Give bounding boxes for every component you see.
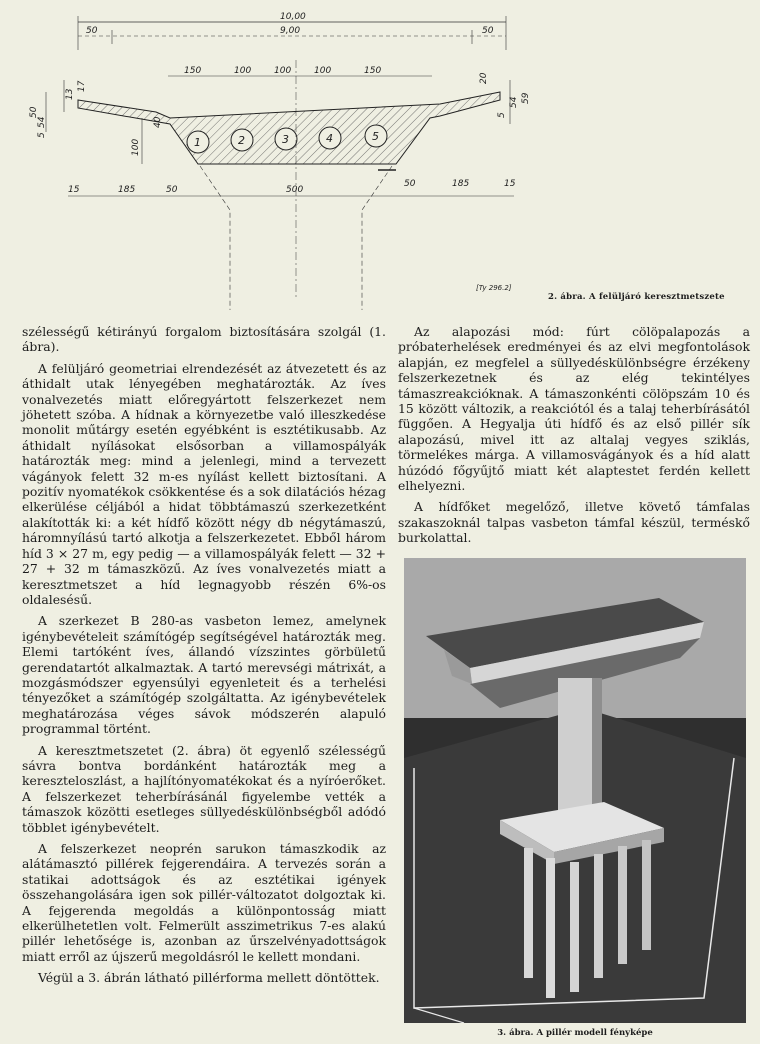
dim-left-h2: 17 xyxy=(77,80,87,92)
dim-bottom-185-right: 185 xyxy=(452,179,470,189)
figure-2-caption: 2. ábra. A felüljáró keresztmetszete xyxy=(548,292,725,302)
dim-right-depth-c: 59 xyxy=(521,92,531,104)
cell-5: 5 xyxy=(372,130,379,143)
paragraph: szélességű kétirányú forgalom biztosítására szolgál (1. ábra). xyxy=(22,324,386,355)
dim-seg-c: 100 xyxy=(274,66,292,76)
dim-right-depth-a: 5 xyxy=(497,112,507,118)
dim-left-depth-c: 5 xyxy=(37,132,47,138)
dim-seg-b: 100 xyxy=(234,66,252,76)
cell-2: 2 xyxy=(238,134,245,147)
dim-left-depth-a: 50 xyxy=(29,106,39,118)
drawing-stamp: [Ty 296.2] xyxy=(476,284,512,292)
cross-section-drawing xyxy=(0,0,760,320)
dim-bottom-15-left: 15 xyxy=(68,185,80,195)
dim-total-width: 10,00 xyxy=(280,12,306,22)
dim-bottom-185-left: 185 xyxy=(118,185,136,195)
paragraph: Végül a 3. ábrán látható pillérforma mellett döntöttek. xyxy=(38,970,380,986)
dim-bottom-50-right: 50 xyxy=(404,179,416,189)
pier-model-photo xyxy=(404,558,746,1023)
dim-seg-a: 150 xyxy=(184,66,202,76)
dim-bottom-50-left: 50 xyxy=(166,185,178,195)
dim-left-edge: 50 xyxy=(86,26,98,36)
dim-left-h1: 13 xyxy=(65,88,75,100)
figure-3-caption: 3. ábra. A pillér modell fényképe xyxy=(497,1028,653,1038)
paragraph: A szerkezet B 280-as vasbeton lemez, amelynek igénybevételeit számítógép segítségével határozták meg. Elemi tartóként íves, állandó vízszintes görbületű gerendatartót alkalmaztak. A tartó merevségi mátrixát, a mozgásmódszer egyensúlyi egyenleteit és a terhelési tényezőket a számítógép szolgáltatta. Az igénybevételek meghatározása véges sávok módszerén alapuló programmal történt. xyxy=(22,613,386,737)
right-text-column xyxy=(398,324,750,552)
cell-4: 4 xyxy=(326,132,333,145)
dim-left-depth-b: 54 xyxy=(37,116,47,128)
dim-bottom-15-right: 15 xyxy=(504,179,516,189)
dim-right-depth-b: 54 xyxy=(509,96,519,108)
cell-1: 1 xyxy=(194,136,201,149)
paragraph: A hídfőket megelőző, illetve követő támfalas szakaszoknál talpas vasbeton támfal készül, terméskő burkolattal. xyxy=(398,499,750,546)
dim-right-h: 20 xyxy=(479,72,489,84)
dim-seg-e: 150 xyxy=(364,66,382,76)
dim-bottom-500: 500 xyxy=(286,185,304,195)
dim-deck-width: 9,00 xyxy=(280,26,301,36)
dim-right-edge: 50 xyxy=(482,26,494,36)
left-text-column xyxy=(22,324,386,992)
dim-seg-d: 100 xyxy=(314,66,332,76)
pier-model-illustration xyxy=(404,558,746,1023)
cell-3: 3 xyxy=(282,133,289,146)
paragraph: Az alapozási mód: fúrt cölöpalapozás a próbaterhelések eredményei és az elvi megfontolások alapján, ez megfelel a süllyedéskülönbségre érzékeny felszerkezetnek és az elég tekintélyes támaszreakcióknak. A támaszonkénti cölöpszám 10 és 15 között változik, a reakciótól és a talaj teherbírásától függően. A Hegyalja úti hídfő és az első pillér sík alapozású, mivel itt az altalaj vegyes sziklás, törmelékes márga. A villamosvágányok és a híd alatt húzódó főgyűjtő miatt két alaptestet ferdén kellett elhelyezni. xyxy=(398,324,750,494)
paragraph: A keresztmetszetet (2. ábra) öt egyenlő szélességű sávra bontva bordánként határozták meg a kereszteloszlást, a hajlítónyomatékokat és a nyíróerőket. A felszerkezet teherbírásánál figyelembe vették a támaszok közötti esetleges süllyedéskülönbségből adódó többlet igénybevételt. xyxy=(22,742,386,835)
paragraph: A felüljáró geometriai elrendezését az átvezetett és az áthidalt utak lényegében meghatározták. Az íves vonalvezetés miatt előregyártott felszerkezet nem jöhetett szóba. A hídnak a környezetbe való illeszkedése monolit műtárgy esetén egyébként is esztétikusabb. Az áthidalt nyílásokat elsősorban a villamospályák határozták meg: mind a jelenlegi, mind a tervezett vágányok felett 32 m-es nyílást kellett biztosítani. A pozitív nyomatékok csökkentése és a sok dilatációs hézag elkerülése céljából a hidat többtámaszú szerkezetként alakították ki: a két hídfő között négy db négytámaszú, háromnyílású tartó alkotja a felszerkezetet. Ebből három híd 3 × 27 m, egy pedig — a villamospályák felett — 32 + 27 + 32 m támaszközű. Az íves vonalvezetés miatt a keresztmetszet a híd legnagyobb részén 6%-os oldalesésű. xyxy=(22,360,386,607)
dim-web: 40 xyxy=(153,116,163,128)
paragraph: A felszerkezet neoprén sarukon támaszkodik az alátámasztó pillérek fejgerendáira. A tervezés során a statikai adottságok és az esztétikai igények összehangolására igen sok pillér-változatot dolgoztak ki. A fejgerenda megoldás a különpontosság miatt elkerülhetetlen volt. Felmerült asszimetrikus 7-es alakú pillér lehetősége is, azonban az űrszelvényadottságok miatt erről az újszerű megoldásról le kellett mondani. xyxy=(22,841,386,964)
dim-rib-height: 100 xyxy=(131,138,141,156)
